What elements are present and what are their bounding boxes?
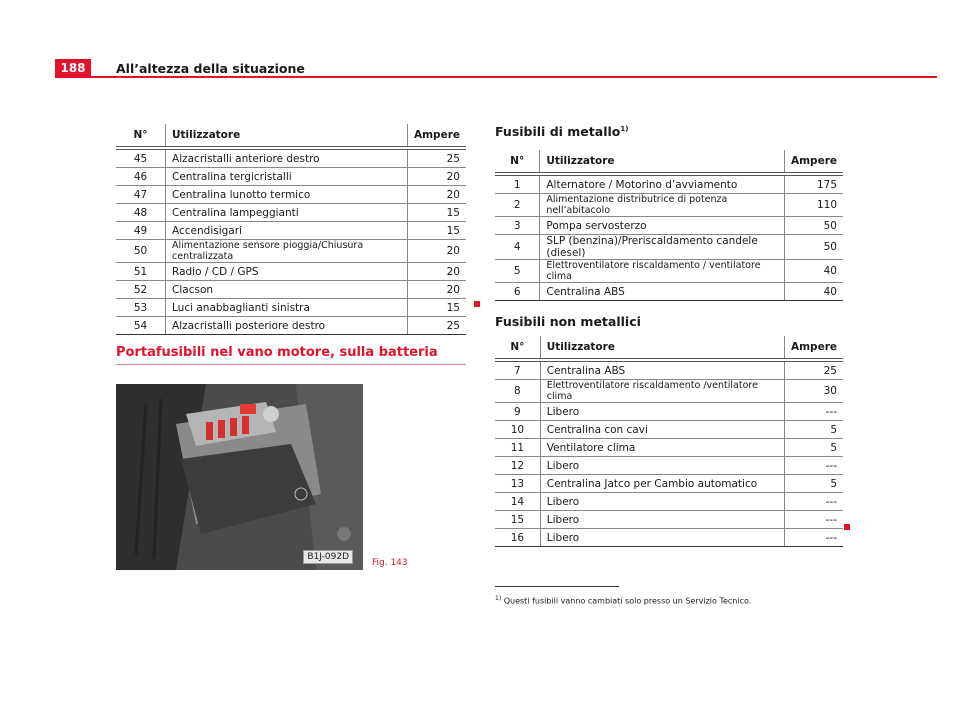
fuse-number: 15 [495, 511, 540, 529]
fuse-ampere: 20 [407, 281, 466, 299]
fuse-number: 51 [116, 263, 166, 281]
table-row [116, 222, 466, 240]
footnote [495, 595, 751, 606]
fuse-user: Centralina ABS [540, 360, 784, 380]
col-header-number: N° [116, 124, 166, 148]
fuse-ampere: 20 [407, 168, 466, 186]
fuse-number: 53 [116, 299, 166, 317]
fuse-ampere: 20 [407, 186, 466, 204]
table-row [495, 439, 843, 457]
fuse-user: Libero [540, 511, 784, 529]
fuse-number: 9 [495, 403, 540, 421]
fuse-user: SLP (benzina)/Preriscaldamento candele (diesel) [540, 235, 785, 260]
fuse-user: Alimentazione distributrice di potenza nell’abitacolo [540, 194, 785, 217]
table-row [116, 240, 466, 263]
col-header-ampere: Ampere [407, 124, 466, 148]
fuse-user: Libero [540, 457, 784, 475]
fuse-user: Accendisigari [166, 222, 408, 240]
table-row [495, 529, 843, 547]
fuse-user: Centralina con cavi [540, 421, 784, 439]
fuse-user: Libero [540, 529, 784, 547]
fuse-user: Centralina ABS [540, 283, 785, 301]
col-header-ampere: Ampere [784, 150, 843, 174]
fuse-user: Pompa servosterzo [540, 217, 785, 235]
table-row [116, 186, 466, 204]
fuse-number: 10 [495, 421, 540, 439]
fuse-user: Centralina lunotto termico [166, 186, 408, 204]
col-header-number: N° [495, 336, 540, 360]
fuse-number: 3 [495, 217, 540, 235]
metal-fuse-table [495, 150, 843, 301]
figure-code-label: B1J-092D [303, 550, 353, 564]
table-row [495, 403, 843, 421]
table-row [116, 317, 466, 335]
fuse-number: 46 [116, 168, 166, 186]
fuse-ampere: 50 [784, 217, 843, 235]
table-row [495, 174, 843, 194]
table-row [495, 511, 843, 529]
fuse-user: Alzacristalli anteriore destro [166, 148, 408, 168]
fuse-ampere: 40 [784, 283, 843, 301]
fuse-number: 6 [495, 283, 540, 301]
fuse-ampere: 25 [407, 317, 466, 335]
fuse-user: Radio / CD / GPS [166, 263, 408, 281]
fuse-ampere: 5 [784, 439, 843, 457]
fuse-number: 50 [116, 240, 166, 263]
section-end-marker [844, 524, 850, 530]
fuse-ampere: 15 [407, 204, 466, 222]
fuse-user: Elettroventilatore riscaldamento / ventilatore clima [540, 260, 785, 283]
table-row [495, 457, 843, 475]
fuse-number: 16 [495, 529, 540, 547]
fuse-ampere: 25 [784, 360, 843, 380]
fuse-user: Centralina tergicristalli [166, 168, 408, 186]
table-row [116, 299, 466, 317]
table-row [116, 148, 466, 168]
fuse-number: 2 [495, 194, 540, 217]
engine-fuse-section-title: Portafusibili nel vano motore, sulla batteria [116, 345, 466, 365]
page-number: 188 [55, 59, 91, 78]
footnote-text: Questi fusibili vanno cambiati solo presso un Servizio Tecnico. [503, 596, 752, 606]
fuse-number: 49 [116, 222, 166, 240]
table-row [116, 263, 466, 281]
fuse-number: 7 [495, 360, 540, 380]
fuse-ampere: --- [784, 511, 843, 529]
table-row [495, 493, 843, 511]
fuse-number: 14 [495, 493, 540, 511]
table-row [116, 204, 466, 222]
section-end-marker [474, 301, 480, 307]
non-metal-fuse-table [495, 336, 843, 547]
fuse-user: Libero [540, 403, 784, 421]
fuse-user: Centralina lampeggianti [166, 204, 408, 222]
fuse-number: 54 [116, 317, 166, 335]
fuse-number: 13 [495, 475, 540, 493]
fuse-ampere: --- [784, 403, 843, 421]
fuse-ampere: 20 [407, 263, 466, 281]
metal-fuses-title [495, 124, 628, 139]
fuse-user: Alzacristalli posteriore destro [166, 317, 408, 335]
fuse-ampere: 40 [784, 260, 843, 283]
battery-fuse-illustration [116, 384, 363, 570]
table-row [116, 281, 466, 299]
fuse-ampere: 30 [784, 380, 843, 403]
metal-fuses-title-text: Fusibili di metallo [495, 124, 621, 139]
footnote-mark: 1) [495, 595, 502, 602]
fuse-user: Ventilatore clima [540, 439, 784, 457]
fuse-number: 5 [495, 260, 540, 283]
table-row [495, 475, 843, 493]
fuse-number: 1 [495, 174, 540, 194]
fuse-number: 52 [116, 281, 166, 299]
fuse-ampere: --- [784, 529, 843, 547]
fuse-number: 45 [116, 148, 166, 168]
fuse-ampere: 50 [784, 235, 843, 260]
col-header-user: Utilizzatore [540, 150, 785, 174]
fuse-ampere: 175 [784, 174, 843, 194]
fuse-user: Libero [540, 493, 784, 511]
fuse-number: 47 [116, 186, 166, 204]
non-metal-fuses-title: Fusibili non metallici [495, 314, 641, 329]
fuse-user: Luci anabbaglianti sinistra [166, 299, 408, 317]
table-row [495, 260, 843, 283]
table-row [116, 168, 466, 186]
table-row [495, 194, 843, 217]
fuse-ampere: 25 [407, 148, 466, 168]
col-header-ampere: Ampere [784, 336, 843, 360]
footnote-reference: 1) [620, 124, 629, 133]
table-row [495, 360, 843, 380]
table-row [495, 217, 843, 235]
fuse-user: Centralina Jatco per Cambio automatico [540, 475, 784, 493]
fuse-ampere: 5 [784, 421, 843, 439]
fuse-user: Alternatore / Motorino d’avviamento [540, 174, 785, 194]
fuse-ampere: 110 [784, 194, 843, 217]
figure-caption: Fig. 143 [372, 558, 408, 568]
table-row [495, 283, 843, 301]
col-header-user: Utilizzatore [540, 336, 784, 360]
fuse-ampere: 20 [407, 240, 466, 263]
fuse-number: 48 [116, 204, 166, 222]
header-rule [91, 76, 937, 78]
col-header-user: Utilizzatore [166, 124, 408, 148]
engine-battery-photo [116, 384, 363, 570]
fuse-number: 12 [495, 457, 540, 475]
table-row [495, 421, 843, 439]
fuse-ampere: 15 [407, 222, 466, 240]
table-row [495, 380, 843, 403]
fuse-user: Alimentazione sensore pioggia/Chiusura centralizzata [166, 240, 408, 263]
fuse-ampere: 5 [784, 475, 843, 493]
fuse-number: 8 [495, 380, 540, 403]
fuse-user: Clacson [166, 281, 408, 299]
fuse-ampere: 15 [407, 299, 466, 317]
fuse-ampere: --- [784, 457, 843, 475]
table-row [495, 235, 843, 260]
fuse-number: 11 [495, 439, 540, 457]
footnote-rule [495, 586, 619, 587]
page-header-title: All’altezza della situazione [116, 61, 305, 76]
fuse-table-45-54 [116, 124, 466, 335]
fuse-user: Elettroventilatore riscaldamento /ventilatore clima [540, 380, 784, 403]
fuse-ampere: --- [784, 493, 843, 511]
col-header-number: N° [495, 150, 540, 174]
fuse-number: 4 [495, 235, 540, 260]
